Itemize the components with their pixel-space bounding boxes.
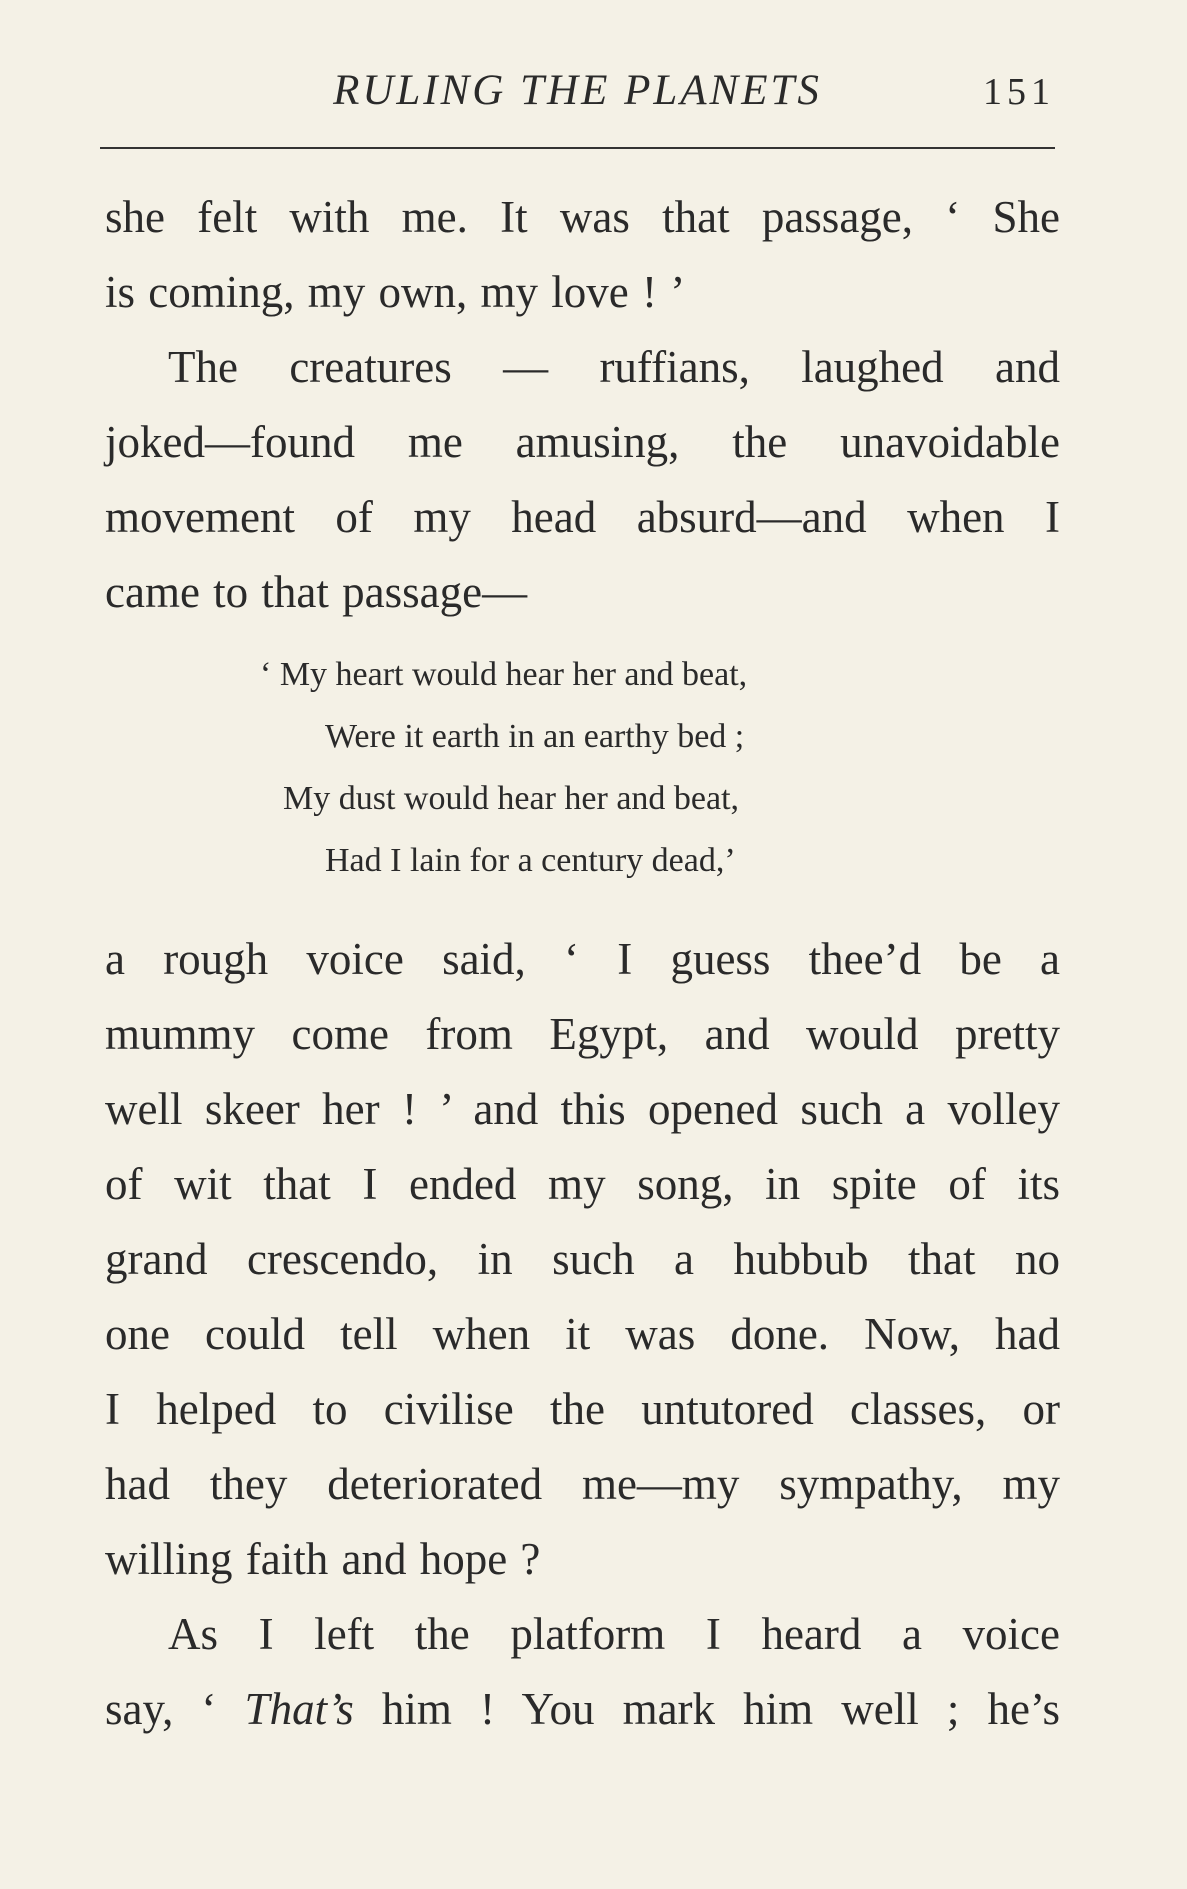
- text-line: movement of my head absurd—and when I: [105, 492, 1060, 542]
- verse-line: My dust would hear her and beat,: [283, 780, 740, 817]
- text-line: is coming, my own, my love ! ’: [105, 267, 686, 317]
- text-line: she felt with me. It was that passage, ‘ She: [105, 192, 1060, 242]
- verse-line: Were it earth in an earthy bed ;: [325, 718, 745, 755]
- paragraph-continuation: [105, 180, 1060, 330]
- text-span: say, ‘: [105, 1684, 245, 1734]
- text-line: a rough voice said, ‘ I guess thee’d be a: [105, 934, 1060, 984]
- text-line: one could tell when it was done. Now, had: [105, 1309, 1060, 1359]
- verse-line: ‘ My heart would hear her and beat,: [260, 656, 748, 693]
- text-line: joked—found me amusing, the unavoidable: [105, 417, 1060, 467]
- italic-emphasis: That’s: [244, 1684, 354, 1734]
- running-head: [100, 66, 1055, 126]
- page-number: 151: [983, 71, 1055, 113]
- running-title: RULING THE PLANETS: [333, 67, 822, 114]
- text-line: came to that passage—: [105, 567, 528, 617]
- paragraph: [105, 1597, 1060, 1747]
- body-text: [105, 180, 1060, 1747]
- text-line: I helped to civilise the untutored classes, or: [105, 1384, 1060, 1434]
- text-line: had they deteriorated me—my sympathy, my: [105, 1459, 1060, 1509]
- paragraph: [105, 922, 1060, 1597]
- text-line: willing faith and hope ?: [105, 1534, 541, 1584]
- text-line: mummy come from Egypt, and would pretty: [105, 1009, 1060, 1059]
- text-line: As I left the platform I heard a voice: [168, 1609, 1060, 1659]
- text-line: well skeer her ! ’ and this opened such a volley: [105, 1084, 1060, 1134]
- text-line: [105, 1672, 1060, 1747]
- verse-line: Had I lain for a century dead,’: [325, 842, 736, 879]
- paragraph: [105, 330, 1060, 630]
- text-span: him ! You mark him well ; he’s: [353, 1684, 1060, 1734]
- text-line: grand crescendo, in such a hubbub that no: [105, 1234, 1060, 1284]
- text-line: The creatures — ruffians, laughed and: [168, 342, 1060, 392]
- verse-quotation: [105, 644, 1060, 892]
- text-line: of wit that I ended my song, in spite of its: [105, 1159, 1060, 1209]
- header-rule: [100, 147, 1055, 149]
